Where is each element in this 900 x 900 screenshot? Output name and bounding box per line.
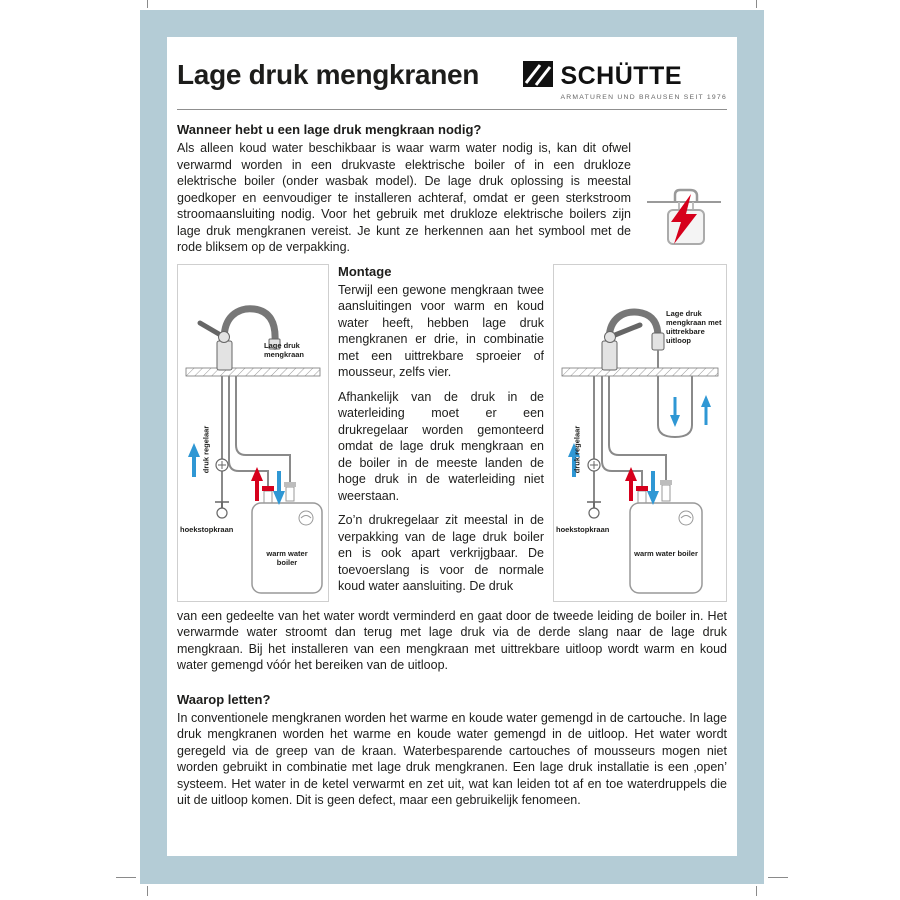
label-boiler-right: warm water boiler <box>634 548 698 558</box>
boiler-outline <box>252 482 322 593</box>
page-title: Lage druk mengkranen <box>177 59 480 90</box>
montage-paragraph-2: Afhankelijk van de druk in de waterleiding moet er een drukregelaar worden gemonteerd omdat de lage druk mengkraan en de boiler in de meeste landen de hoge druk in de waterleiding niet weerstaan. <box>338 389 544 503</box>
crop-mark-bottom-right-h <box>768 877 788 878</box>
hot-connection-mark <box>636 486 648 491</box>
pressure-regulator-icon <box>216 459 228 471</box>
label-pressure-regulator-right: druk regelaar <box>572 425 582 473</box>
header-divider <box>177 109 727 110</box>
crop-mark-top-left <box>147 0 148 8</box>
crop-mark-top-right <box>756 0 757 8</box>
brand-logo-row <box>523 61 727 92</box>
brand-name: SCHÜTTE <box>560 62 683 90</box>
label-stop-valve-right: hoekstopkraan <box>556 524 610 534</box>
crop-mark-bottom-left-v <box>147 886 148 896</box>
montage-continuation-paragraph: van een gedeelte van het water wordt verminderd en gaat door de tweede leiding de boiler in. Het verwarmde water stroomt dan terug met lage druk via de derde slang naar de lage druk mengkraan. Bij het installeren van een mengkraan met uittrekbare uitloop wordt warm en koud water gemengd vóór het bereiken van de uitloop. <box>177 608 727 672</box>
label-mixer-right: Lage druk mengkraan met uittrekbare uitloop <box>666 308 722 345</box>
diagram-row <box>177 264 727 602</box>
label-boiler-left: warm water boiler <box>266 548 308 567</box>
hose-arrow-up-blue-icon <box>701 395 711 425</box>
arrow-up-red-icon <box>625 467 637 501</box>
countertop-hatch <box>562 368 718 376</box>
page-frame <box>140 10 764 884</box>
arrow-up-blue-icon <box>188 443 200 477</box>
brand-icon <box>523 61 553 92</box>
pullout-faucet-icon <box>602 312 664 370</box>
brand-logo <box>523 55 727 101</box>
crop-mark-bottom-left-h <box>116 877 136 878</box>
diagram-low-pressure-mixer <box>177 264 329 602</box>
page-header <box>177 55 727 101</box>
label-pressure-regulator-left: druk regelaar <box>201 425 211 473</box>
boiler-outline <box>630 480 702 593</box>
stop-valve-icon <box>215 502 229 518</box>
intro-heading: Wanneer hebt u een lage druk mengkraan nodig? <box>177 122 482 137</box>
montage-paragraph-3: Zo’n drukregelaar zit meestal in de verpakking van de lage druk boiler en is ook apart verkrijgbaar. De toevoerslang is voor de normale koud water aansluiting. De druk <box>338 513 544 593</box>
pressure-regulator-icon <box>588 459 600 471</box>
hose-arrow-down-blue-icon <box>670 397 680 427</box>
intro-paragraph-text: Als alleen koud water beschikbaar is waar warm water nodig is, kan dit ofwel verwarmd worden in een drukvaste elektrische boiler of in een drukloze elektrische boiler (onder wasbak model). De lage druk oplossing is meestal goedkoper en eenvoudiger te installeren achteraf, omdat er geen sterkstroom stroomaansluiting nodig. Voor het gebruik met drukloze elektrische boilers zijn lage druk mengkranen vereist. Je kunt ze herkennen aan het symbool met de rode bliksem op de verpakking. <box>177 141 631 254</box>
intro-paragraph <box>177 140 727 256</box>
montage-heading: Montage <box>338 263 392 279</box>
montage-paragraph-1: Terwijl een gewone mengkraan twee aansluitingen voor warm en koud water heeft, hebben lage druk mengkranen er drie, in combinatie met een uittrekbare sproeier of mousseur, zelfs vier. <box>338 282 544 379</box>
faucet-icon <box>200 308 280 369</box>
low-pressure-boiler-flash-icon <box>641 186 727 248</box>
montage-column <box>337 264 545 602</box>
label-stop-valve-left: hoekstopkraan <box>180 524 234 534</box>
brand-tagline: ARMATUREN UND BRAUSEN SEIT 1976 <box>560 94 727 101</box>
diagram-pullout-mixer <box>553 264 727 602</box>
attention-heading: Waarop letten? <box>177 691 271 707</box>
arrow-down-blue-icon <box>273 471 285 505</box>
cold-connection-mark <box>660 480 672 485</box>
arrow-up-red-icon <box>251 467 263 501</box>
page-sheet <box>167 37 737 856</box>
attention-paragraph: In conventionele mengkranen worden het warme en koude water gemengd in de cartouche. In lage druk mengkranen worden het warme en koude water gemengd in de uitloop. Het water wordt geregeld via de greep van de kraan. Waterbesparende cartouches of mousseurs mogen niet worden gebruikt in combinatie met lage druk mengkranen. Een lage druk installatie is een ‚open’ systeem. Het water in de ketel verwarmt en zet uit, wat kan leiden tot af en toe waterdruppels die uit de uitloop komen. Dit is geen defect, maar een gebruikelijk fenomeen. <box>177 710 727 807</box>
arrow-down-blue-icon <box>647 471 659 505</box>
spray-head <box>652 333 664 350</box>
crop-mark-bottom-right-v <box>756 886 757 896</box>
hot-connection-mark <box>262 486 274 491</box>
label-mixer-left: Lage druk mengkraan <box>264 340 305 359</box>
cold-connection-mark <box>284 482 296 487</box>
stop-valve-icon <box>587 502 601 518</box>
small-faucet-outline <box>675 190 697 202</box>
countertop-hatch <box>186 368 320 376</box>
